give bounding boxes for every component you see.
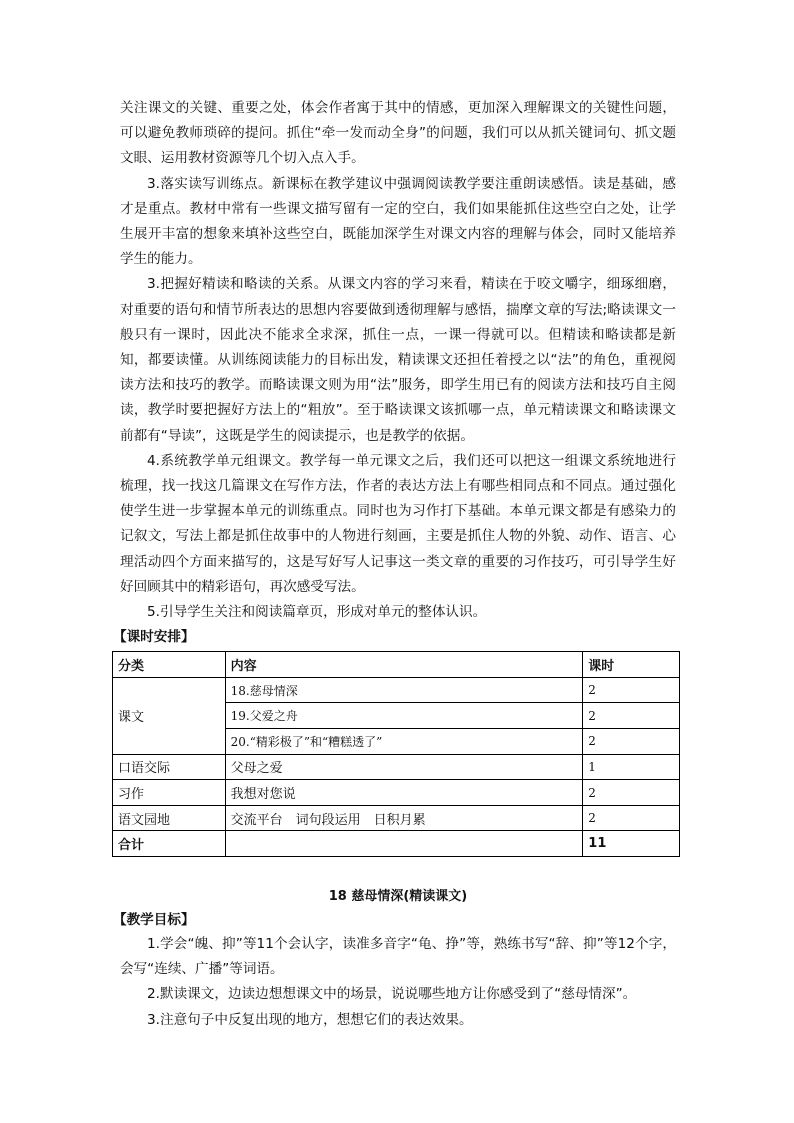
header-category: 分类 — [113, 652, 226, 678]
hours-cell: 1 — [583, 754, 680, 780]
content-cell: 交流平台 词句段运用 日积月累 — [225, 805, 583, 831]
content-cell: 我想对您说 — [225, 780, 583, 806]
content-cell: 父母之爱 — [225, 754, 583, 780]
hours-cell: 2 — [583, 805, 680, 831]
goal-item: 3.注意句子中反复出现的地方，想想它们的表达效果。 — [147, 1011, 473, 1028]
table-header-row — [113, 652, 680, 678]
content-cell: 20.“精彩极了”和“糟糕透了” — [225, 729, 583, 755]
schedule-table — [112, 651, 680, 857]
total-content — [225, 831, 583, 857]
paragraph-key-points: 关注课文的关键、重要之处，体会作者寓于其中的情感，更加深入理解课文的关键性问题，可以避免教师琐碎的提问。抓住“牵一发而动全身”的问题，我们可以从抓关键词句、抓文题文眼、运用教材资源等几个切入点入手。 — [120, 100, 676, 167]
hours-cell: 2 — [583, 703, 680, 729]
paragraph-intensive-skim: 3.把握好精读和略读的关系。从课文内容的学习来看，精读在于咬文嚼字，细琢细磨，对重要的语句和情节所表达的思想内容要做到透彻理解与感悟，揣摩文章的写法;略读课文一般只有一课时，因此决不能求全求深，抓住一点，一课一得就可以。但精读和略读都是新知，都要读懂。从训练阅读能力的目标出发，精读课文还担任着授之以“法”的角色，重视阅读方法和技巧的教学。而略读课文则为用“法”服务，即学生用已有的阅读方法和技巧自主阅读，教学时要把握好方法上的“粗放”。至于略读课文该抓哪一点，单元精读课文和略读课文前都有“导读”，这既是学生的阅读提示，也是教学的依据。 — [120, 276, 676, 444]
goal-item: 2.默读课文，边读边想想课文中的场景，说说哪些地方让你感受到了“慈母情深”。 — [147, 986, 637, 1003]
lesson-title: 18 慈母情深(精读课文) — [328, 889, 468, 905]
hours-cell: 2 — [583, 677, 680, 703]
schedule-heading: 【课时安排】 — [113, 629, 195, 646]
paragraph-reading-writing: 3.落实读写训练点。新课标在教学建议中强调阅读教学要注重朗读感悟。读是基础，感才是重点。教材中常有一些课文描写留有一定的空白，我们如果能抓住这些空白之处，让学生展开丰富的想象来填补这些空白，既能加深学生对课文内容的理解与体会，同时又能培养学生的能力。 — [120, 175, 676, 268]
total-hours: 11 — [583, 831, 680, 857]
content-cell: 19.父爱之舟 — [225, 703, 583, 729]
category-cell: 口语交际 — [113, 754, 226, 780]
table-row — [113, 677, 680, 703]
goals-heading: 【教学目标】 — [113, 912, 195, 929]
hours-cell: 2 — [583, 729, 680, 755]
document-page — [113, 96, 676, 1033]
hours-cell: 2 — [583, 780, 680, 806]
table-row — [113, 780, 680, 806]
goal-item: 1.学会“魄、抑”等11个会认字，读准多音字“龟、挣”等，熟练书写“辞、抑”等12个字，会写“连续、广播”等词语。 — [120, 936, 676, 978]
header-hours: 课时 — [583, 652, 680, 678]
paragraph-unit-system: 4.系统教学单元组课文。教学每一单元课文之后，我们还可以把这一组课文系统地进行梳理，找一找这几篇课文在写作方法，作者的表达方法上有哪些相同点和不同点。通过强化使学生进一步掌握本单元的训练重点。同时也为习作打下基础。本单元课文都是有感染力的记叙文，写法上都是抓住故事中的人物进行刻画，主要是抓住人物的外貌、动作、语言、心理活动四个方面来描写的，这是写好写人记事这一类文章的重要的习作技巧，可引导学生好好回顾其中的精彩语句，再次感受写法。 — [120, 452, 676, 595]
total-label: 合计 — [113, 831, 226, 857]
category-cell: 语文园地 — [113, 805, 226, 831]
table-row — [113, 754, 680, 780]
category-kewen: 课文 — [113, 677, 226, 754]
table-total-row — [113, 831, 680, 857]
content-cell: 18.慈母情深 — [225, 677, 583, 703]
paragraph-unit-page: 5.引导学生关注和阅读篇章页，形成对单元的整体认识。 — [147, 604, 487, 621]
header-content: 内容 — [225, 652, 583, 678]
category-cell: 习作 — [113, 780, 226, 806]
table-row — [113, 805, 680, 831]
